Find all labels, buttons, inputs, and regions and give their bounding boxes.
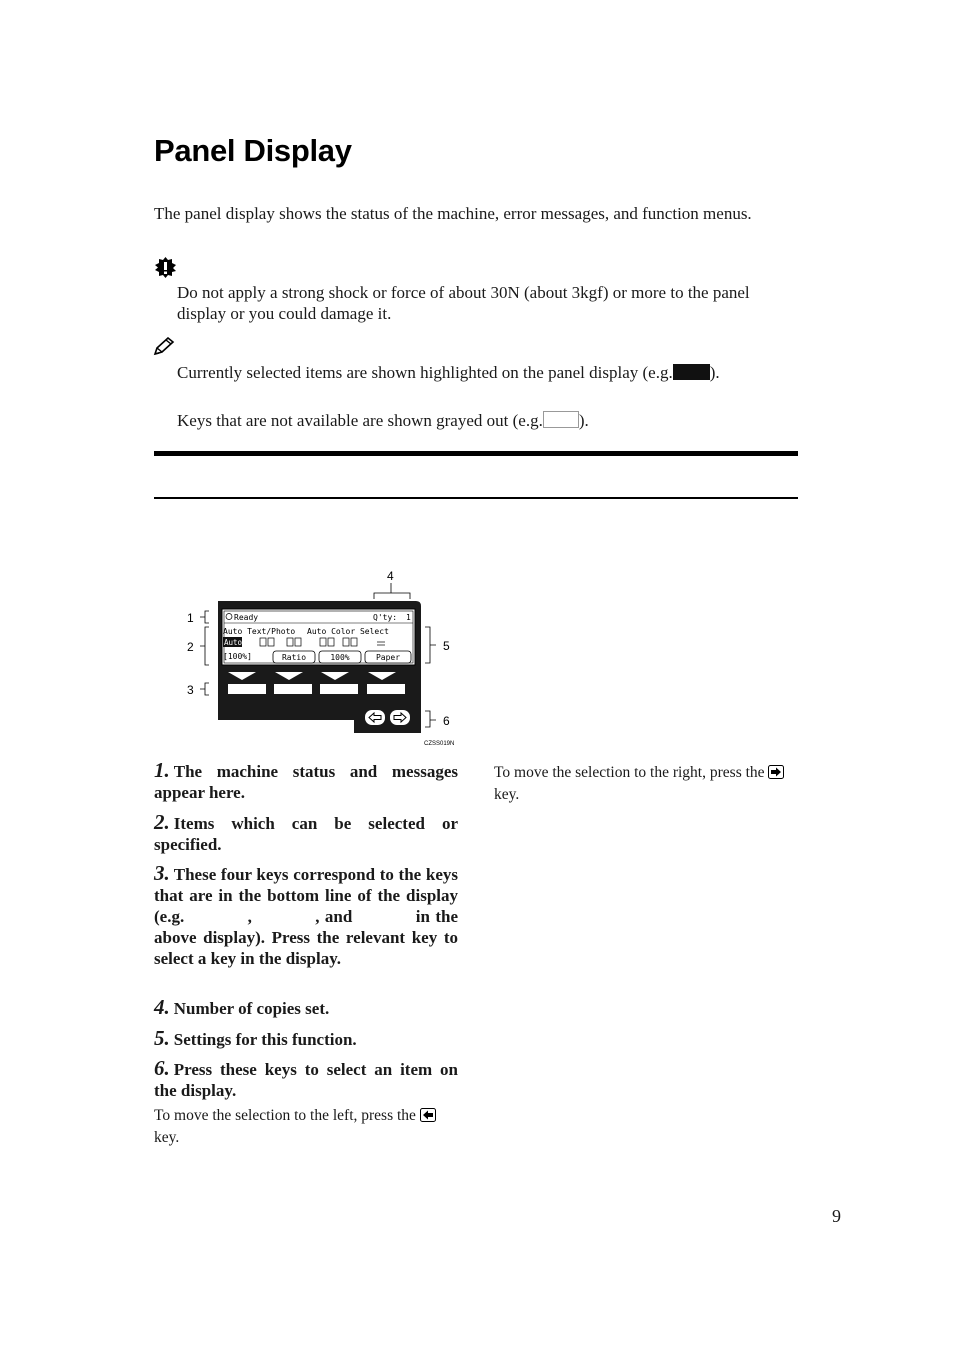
right-key-note-text: To move the selection to the right, press the <box>494 764 765 781</box>
right-arrow-key-icon <box>768 765 784 785</box>
page-title: Panel Display <box>154 133 352 168</box>
item-3-number: 3. <box>154 861 170 885</box>
left-key-note-text: To move the selection to the left, press the <box>154 1107 416 1124</box>
item-5 <box>154 1028 458 1050</box>
item-2 <box>154 812 458 855</box>
lcd-qty-label: Q'ty: <box>373 613 398 622</box>
item-1-text: The machine status and messages appear here. <box>154 762 458 802</box>
lcd-ratio-value: [100%] <box>223 652 252 661</box>
callout-5: 5 <box>443 639 450 653</box>
item-1-number: 1. <box>154 758 170 782</box>
right-key-note-end: key. <box>494 786 520 803</box>
selection-key-3 <box>320 684 358 694</box>
lcd-qty-value: 1 <box>406 613 411 622</box>
section-rule-thin <box>154 497 798 499</box>
item-4-number: 4. <box>154 995 170 1019</box>
left-key-note <box>154 1106 462 1148</box>
lcd-auto: Auto <box>224 638 243 647</box>
note-highlighted-text: Currently selected items are shown highlighted on the panel display (e.g. <box>177 363 673 382</box>
item-5-text: Settings for this function. <box>173 1030 357 1049</box>
item-6-text: Press these keys to select an item on the display. <box>154 1060 458 1100</box>
note-highlighted-end: ). <box>709 363 720 382</box>
pencil-note-icon <box>153 337 175 356</box>
lcd-mode1: Auto Text/Photo <box>223 627 296 636</box>
item-1 <box>154 760 458 803</box>
selection-key-1 <box>228 684 266 694</box>
lcd-status: Ready <box>234 613 259 622</box>
panel-diagram <box>180 565 470 750</box>
lcd-mode2: Auto Color Select <box>307 627 389 636</box>
item-4 <box>154 997 458 1019</box>
item-6-number: 6. <box>154 1056 170 1080</box>
item-4-text: Number of copies set. <box>173 999 330 1018</box>
lcd-softkey-ratio: Ratio <box>281 653 307 662</box>
important-icon <box>155 257 176 278</box>
callout-1: 1 <box>187 611 194 625</box>
page-number: 9 <box>832 1206 841 1226</box>
item-6 <box>154 1058 458 1101</box>
callout-2: 2 <box>187 640 194 654</box>
left-arrow-key-icon <box>420 1108 436 1128</box>
lcd-softkey-paper: Paper <box>375 653 401 662</box>
item-2-number: 2. <box>154 810 170 834</box>
left-key-note-end: key. <box>154 1129 180 1146</box>
item-3-text-a: These four keys correspond to the keys that are in the bottom line of the display (e.g. <box>154 865 458 926</box>
note-grayed-text: Keys that are not available are shown grayed out (e.g. <box>177 411 543 430</box>
note-grayed-end: ). <box>578 411 589 430</box>
lcd-softkey-100: 100% <box>330 653 350 662</box>
item-3-text-c: , and <box>315 907 353 926</box>
item-2-text: Items which can be selected or specified. <box>154 814 458 854</box>
grayed-example <box>543 411 579 428</box>
section-rule-thick <box>154 451 798 456</box>
item-3-text-b: , <box>247 907 252 926</box>
note-grayed <box>177 410 798 431</box>
right-key-note <box>494 763 800 805</box>
highlight-example <box>673 364 710 380</box>
selection-key-4 <box>367 684 405 694</box>
figure-code: CZSS019N <box>424 741 455 747</box>
item-3-text-d: in the above display). Press the relevant key to select a key in the display. <box>154 907 458 968</box>
important-text: Do not apply a strong shock or force of about 30N (about 3kgf) or more to the panel display or you could damage it. <box>177 283 750 323</box>
item-5-number: 5. <box>154 1026 170 1050</box>
selection-key-2 <box>274 684 312 694</box>
callout-3: 3 <box>187 683 194 697</box>
intro-paragraph: The panel display shows the status of the machine, error messages, and function menus. <box>154 204 752 223</box>
callout-6: 6 <box>443 714 450 728</box>
note-highlighted <box>177 362 798 383</box>
callout-4: 4 <box>387 569 394 583</box>
item-3 <box>154 863 458 969</box>
